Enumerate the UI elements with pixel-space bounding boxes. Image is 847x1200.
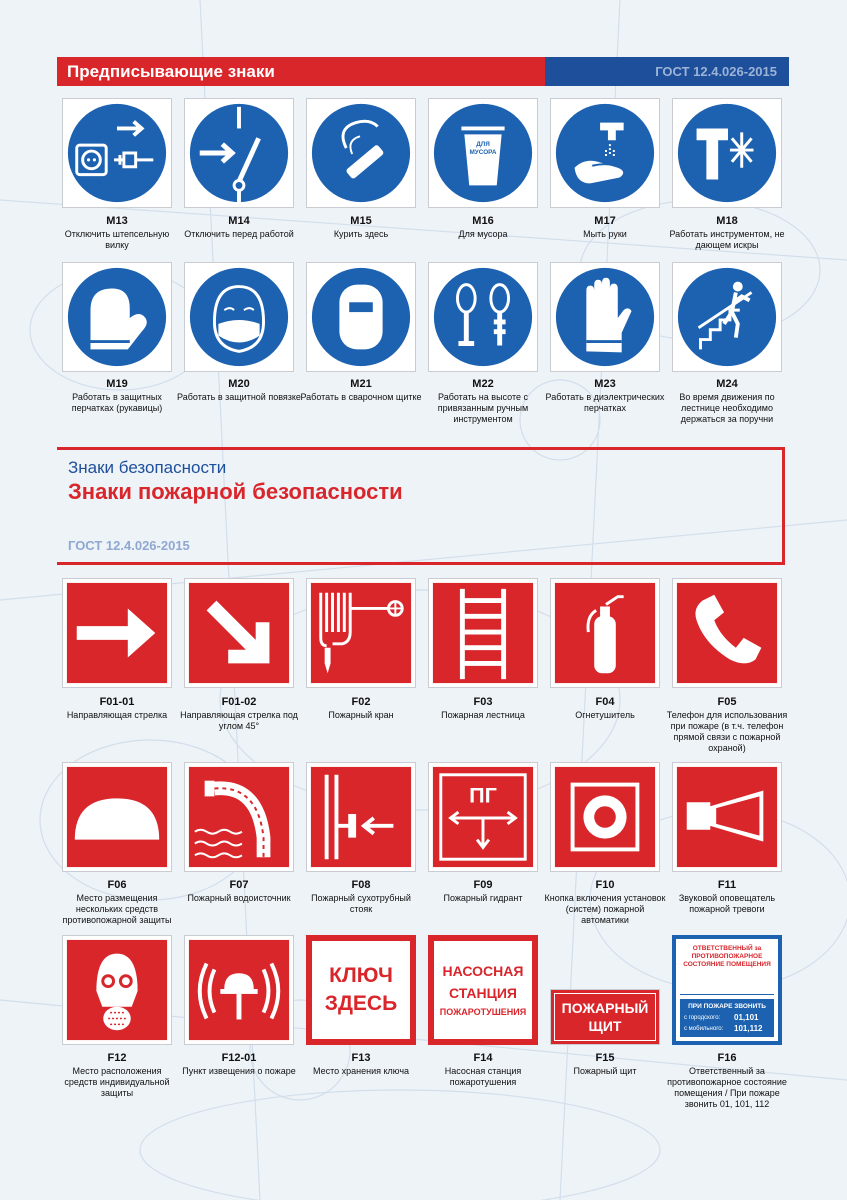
f16-line2: СОСТОЯНИЕ ПОМЕЩЕНИЯ: [683, 961, 771, 968]
sign-f06-desc: Место размещения нескольких средств противопожарной защиты: [62, 893, 172, 925]
sign-m19-desc: Работать в защитных перчатках (рукавицы): [71, 392, 163, 413]
sign-m24-desc: Во время движения по лестнице необходимо держаться за поручни: [679, 392, 775, 424]
sign-f12-01-code: F12-01: [221, 1052, 257, 1064]
sign-f03-code: F03: [473, 696, 493, 708]
alarm-horn-icon: [673, 763, 781, 871]
sign-f11-desc: Звуковой оповещатель пожарной тревоги: [678, 893, 776, 914]
sign-f05-tile: [672, 578, 782, 688]
spark-free-tool-icon: [673, 99, 781, 207]
tethered-tools-icon: [429, 263, 537, 371]
sign-f01-01-code: F01-01: [99, 696, 135, 708]
f16-line3: ПРИ ПОЖАРЕ ЗВОНИТЬ: [688, 1003, 766, 1010]
arrow-diagonal-icon: [185, 579, 293, 687]
sign-m23-code: M23: [594, 378, 616, 390]
sign-f13-desc: Место хранения ключа: [312, 1066, 410, 1076]
sign-f05-code: F05: [717, 696, 737, 708]
sign-f04-desc: Огнетушитель: [575, 710, 635, 720]
trash-bin-icon: [429, 99, 537, 207]
switch-off-icon: [185, 99, 293, 207]
sign-f10-desc: Кнопка включения установок (систем) пожарной автоматики: [544, 893, 666, 925]
arrow-right-icon: [63, 579, 171, 687]
gas-mask-icon: [63, 936, 171, 1044]
sign-f12-code: F12: [107, 1052, 127, 1064]
fire-hydrant-icon: [429, 763, 537, 871]
sign-f11-tile: [672, 762, 782, 872]
f16-line4-label: с городского:: [684, 1015, 721, 1021]
sign-m14-tile: [184, 98, 294, 208]
sign-m17-code: M17: [594, 215, 616, 227]
f09-icon-text: ПГ: [469, 782, 497, 808]
sign-m20-desc: Работать в защитной повязке: [177, 392, 301, 402]
sign-f10-code: F10: [595, 879, 615, 891]
sign-f04-tile: [550, 578, 660, 688]
m16-icon-text-1: ДЛЯ: [476, 141, 490, 149]
dielectric-gloves-icon: [551, 263, 659, 371]
sign-m14-code: M14: [228, 215, 250, 227]
sign-f08-code: F08: [351, 879, 371, 891]
sign-m16-code: M16: [472, 215, 494, 227]
sign-m13-code: M13: [106, 215, 128, 227]
f13-key-line1: КЛЮЧ: [329, 964, 393, 987]
f15-line2: ЩИТ: [588, 1018, 622, 1034]
sign-m15-desc: Курить здесь: [333, 229, 389, 239]
cigarette-icon: [307, 99, 415, 207]
sign-m20-code: M20: [228, 378, 250, 390]
face-mask-icon: [185, 263, 293, 371]
sign-m23-desc: Работать в диэлектрических перчатках: [545, 392, 665, 413]
sign-m15-tile: [306, 98, 416, 208]
sign-m20-tile: [184, 262, 294, 372]
sign-m14-desc: Отключить перед работой: [184, 229, 294, 239]
handrail-stairs-icon: [673, 263, 781, 371]
sign-f15-tile: [550, 989, 660, 1045]
sign-f02-tile: [306, 578, 416, 688]
sign-f09-tile: [428, 762, 538, 872]
sign-m15-code: M15: [350, 215, 372, 227]
sign-f03-tile: [428, 578, 538, 688]
m16-icon-text-2: МУСОРА: [469, 148, 497, 156]
sign-f01-02-tile: [184, 578, 294, 688]
sign-m18-desc: Работать инструментом, не дающем искры: [669, 229, 785, 250]
sign-f03-desc: Пожарная лестница: [441, 710, 525, 720]
fire-hose-icon: [307, 579, 415, 687]
welding-shield-icon: [307, 263, 415, 371]
sign-f10-tile: [550, 762, 660, 872]
sign-m24-tile: [672, 262, 782, 372]
sign-f12-01-tile: [184, 935, 294, 1045]
sign-f11-code: F11: [717, 879, 737, 891]
alarm-button-icon: [551, 763, 659, 871]
sign-m13-tile: [62, 98, 172, 208]
sign-f14-tile: [428, 935, 538, 1045]
sign-m16-tile: [428, 98, 538, 208]
sign-f16-code: F16: [717, 1052, 737, 1064]
water-source-icon: [185, 763, 293, 871]
sign-m24-code: M24: [716, 378, 738, 390]
sign-f12-desc: Место расположения средств индивидуальной защиты: [64, 1066, 170, 1098]
fire-ladder-icon: [429, 579, 537, 687]
sign-m18-code: M18: [716, 215, 738, 227]
sign-f13-tile: [306, 935, 416, 1045]
f14-line1: НАСОСНАЯ: [442, 963, 524, 979]
f15-line1: ПОЖАРНЫЙ: [561, 1000, 649, 1016]
sign-m22-code: M22: [472, 378, 494, 390]
fire-extinguisher-icon: [551, 579, 659, 687]
f14-line2: СТАНЦИЯ: [448, 985, 517, 1001]
mandatory-header: [57, 57, 789, 86]
phone-icon: [673, 579, 781, 687]
sign-f02-code: F02: [351, 696, 371, 708]
f14-line3: ПОЖАРОТУШЕНИЯ: [439, 1007, 527, 1017]
sign-f07-desc: Пожарный водоисточник: [187, 893, 291, 903]
sign-m21-desc: Работать в сварочном щитке: [300, 392, 422, 402]
sign-f07-tile: [184, 762, 294, 872]
sign-m19-tile: [62, 262, 172, 372]
f16-line1: ОТВЕТСТВЕННЫЙ за ПРОТИВОПОЖАРНОЕ: [691, 945, 763, 960]
sign-m22-desc: Работать на высоте с привязанным ручным инструментом: [437, 392, 529, 424]
sign-f01-01-tile: [62, 578, 172, 688]
sign-f01-02-desc: Направляющая стрелка под углом 45°: [180, 710, 298, 731]
mandatory-header-gost: ГОСТ 12.4.026-2015: [545, 57, 789, 86]
sign-m21-code: M21: [350, 378, 372, 390]
plug-socket-icon: [63, 99, 171, 207]
sign-f16-tile: [672, 935, 782, 1045]
sign-f07-code: F07: [229, 879, 249, 891]
fire-equipment-dome-icon: [63, 763, 171, 871]
sign-m17-tile: [550, 98, 660, 208]
protective-mittens-icon: [63, 263, 171, 371]
sign-f01-01-desc: Направляющая стрелка: [66, 710, 168, 720]
sign-m13-desc: Отключить штепсельную вилку: [64, 229, 170, 250]
sign-f13-code: F13: [351, 1052, 371, 1064]
f16-line4-value: 01,101: [734, 1013, 759, 1022]
sign-f12-01-desc: Пункт извещения о пожаре: [182, 1066, 296, 1076]
sign-f16-desc: Ответственный за противопожарное состояние помещения / При пожаре звонить 01, 101, 112: [667, 1066, 787, 1109]
sign-f15-desc: Пожарный щит: [573, 1066, 637, 1076]
sign-f01-02-code: F01-02: [221, 696, 257, 708]
fire-alarm-point-icon: [185, 936, 293, 1044]
sign-m23-tile: [550, 262, 660, 372]
sign-f09-code: F09: [473, 879, 493, 891]
f13-key-line2: ЗДЕСЬ: [324, 992, 398, 1015]
mandatory-header-title: Предписывающие знаки: [57, 57, 545, 86]
sign-m18-tile: [672, 98, 782, 208]
sign-f08-tile: [306, 762, 416, 872]
sign-f09-desc: Пожарный гидрант: [443, 893, 523, 903]
section-subtitle: Знаки безопасности: [68, 458, 227, 477]
sign-f15-code: F15: [595, 1052, 615, 1064]
sign-m16-desc: Для мусора: [458, 229, 508, 239]
sign-m19-code: M19: [106, 378, 128, 390]
f16-line5-value: 101,112: [734, 1024, 763, 1033]
sign-f08-desc: Пожарный сухотрубный стояк: [311, 893, 411, 914]
sign-f06-tile: [62, 762, 172, 872]
sign-f06-code: F06: [107, 879, 127, 891]
sign-f12-tile: [62, 935, 172, 1045]
dry-standpipe-icon: [307, 763, 415, 871]
wash-hands-icon: [551, 99, 659, 207]
sign-f02-desc: Пожарный кран: [328, 710, 394, 720]
sign-m22-tile: [428, 262, 538, 372]
section-gost: ГОСТ 12.4.026-2015: [68, 538, 190, 553]
sign-f05-desc: Телефон для использования при пожаре (в т.ч. телефон прямой связи с пожарной охраной): [666, 710, 788, 753]
sign-f14-desc: Насосная станция пожаротушения: [444, 1066, 522, 1087]
sign-m17-desc: Мыть руки: [583, 229, 627, 239]
sign-m21-tile: [306, 262, 416, 372]
sign-f04-code: F04: [595, 696, 615, 708]
sign-f14-code: F14: [473, 1052, 493, 1064]
f16-line5-label: с мобильного:: [684, 1026, 724, 1032]
section-title: Знаки пожарной безопасности: [68, 479, 403, 504]
